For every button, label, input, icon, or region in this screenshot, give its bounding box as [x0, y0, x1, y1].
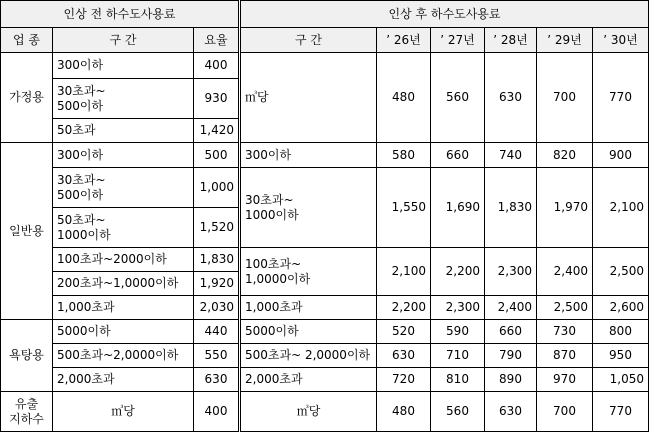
value-cell: 2,200	[431, 248, 485, 296]
value-cell: 1,690	[431, 168, 485, 248]
rate-cell: 440	[194, 320, 240, 344]
value-cell: 520	[377, 320, 431, 344]
value-cell: 820	[537, 143, 593, 168]
rate-cell: 2,030	[194, 296, 240, 320]
value-cell: 770	[593, 53, 649, 143]
range-cell: 100초과~2000이하	[53, 248, 194, 272]
value-cell: 1,550	[377, 168, 431, 248]
rate-cell: 400	[194, 53, 240, 79]
value-cell: 740	[485, 143, 537, 168]
value-cell: 810	[431, 368, 485, 392]
rate-cell: 500	[194, 143, 240, 168]
value-cell: 2,200	[377, 296, 431, 320]
value-cell: 1,970	[537, 168, 593, 248]
year-header: ’ 29년	[537, 28, 593, 53]
value-cell: 2,400	[537, 248, 593, 296]
range-cell: 2,000초과	[53, 368, 194, 392]
rate-cell: 1,830	[194, 248, 240, 272]
range-after-cell: 500초과~ 2,0000이하	[240, 344, 377, 368]
value-cell: 2,500	[537, 296, 593, 320]
value-cell: 480	[377, 53, 431, 143]
value-cell: 2,100	[377, 248, 431, 296]
value-cell: 560	[431, 392, 485, 432]
value-cell: 2,500	[593, 248, 649, 296]
range-cell: 300이하	[53, 53, 194, 79]
before-title: 인상 전 하수도사용료	[1, 1, 240, 28]
range-after-cell: 5000이하	[240, 320, 377, 344]
range-cell: 50초과~ 1000이하	[53, 208, 194, 248]
range-after-cell: 30초과~ 1000이하	[240, 168, 377, 248]
range-after-cell: 300이하	[240, 143, 377, 168]
value-cell: 710	[431, 344, 485, 368]
year-header: ’ 28년	[485, 28, 537, 53]
value-cell: 660	[485, 320, 537, 344]
range-cell: 5000이하	[53, 320, 194, 344]
value-cell: 660	[431, 143, 485, 168]
value-cell: 720	[377, 368, 431, 392]
rate-cell: 930	[194, 79, 240, 119]
rate-cell: 400	[194, 392, 240, 432]
col-range-header: 구 간	[53, 28, 194, 53]
value-cell: 560	[431, 53, 485, 143]
year-header: ’ 26년	[377, 28, 431, 53]
value-cell: 590	[431, 320, 485, 344]
range-cell: 1,000초과	[53, 296, 194, 320]
col-range-after-header: 구 간	[240, 28, 377, 53]
range-cell: 200초과~1,0000이하	[53, 272, 194, 296]
year-header: ’ 27년	[431, 28, 485, 53]
range-cell: 30초과~ 500이하	[53, 79, 194, 119]
category-general: 일반용	[1, 143, 53, 320]
rate-cell: 1,520	[194, 208, 240, 248]
rate-cell: 1,420	[194, 119, 240, 143]
range-cell: 500초과~2,0000이하	[53, 344, 194, 368]
range-after-cell: 100초과~ 1,0000이하	[240, 248, 377, 296]
value-cell: 890	[485, 368, 537, 392]
value-cell: 1,050	[593, 368, 649, 392]
value-cell: 950	[593, 344, 649, 368]
range-cell: 30초과~ 500이하	[53, 168, 194, 208]
value-cell: 1,830	[485, 168, 537, 248]
value-cell: 2,400	[485, 296, 537, 320]
range-cell: ㎥당	[53, 392, 194, 432]
rate-cell: 550	[194, 344, 240, 368]
range-cell: 300이하	[53, 143, 194, 168]
value-cell: 700	[537, 53, 593, 143]
value-cell: 730	[537, 320, 593, 344]
value-cell: 800	[593, 320, 649, 344]
rate-cell: 1,920	[194, 272, 240, 296]
value-cell: 2,600	[593, 296, 649, 320]
value-cell: 700	[537, 392, 593, 432]
value-cell: 970	[537, 368, 593, 392]
value-cell: 2,300	[431, 296, 485, 320]
value-cell: 480	[377, 392, 431, 432]
category-bath: 욕탕용	[1, 320, 53, 392]
after-title: 인상 후 하수도사용료	[240, 1, 649, 28]
value-cell: 2,100	[593, 168, 649, 248]
value-cell: 630	[485, 392, 537, 432]
range-after-cell: 2,000초과	[240, 368, 377, 392]
range-after-cell: 1,000초과	[240, 296, 377, 320]
value-cell: 770	[593, 392, 649, 432]
value-cell: 630	[485, 53, 537, 143]
value-cell: 870	[537, 344, 593, 368]
col-category-header: 업 종	[1, 28, 53, 53]
category-household: 가정용	[1, 53, 53, 143]
range-after-cell: ㎥당	[240, 392, 377, 432]
value-cell: 580	[377, 143, 431, 168]
value-cell: 630	[377, 344, 431, 368]
value-cell: 790	[485, 344, 537, 368]
range-after-cell: ㎥당	[240, 53, 377, 143]
year-header: ’ 30년	[593, 28, 649, 53]
value-cell: 900	[593, 143, 649, 168]
rate-cell: 1,000	[194, 168, 240, 208]
category-groundwater: 유출 지하수	[1, 392, 53, 432]
col-rate-header: 요율	[194, 28, 240, 53]
value-cell: 2,300	[485, 248, 537, 296]
rate-cell: 630	[194, 368, 240, 392]
range-cell: 50초과	[53, 119, 194, 143]
